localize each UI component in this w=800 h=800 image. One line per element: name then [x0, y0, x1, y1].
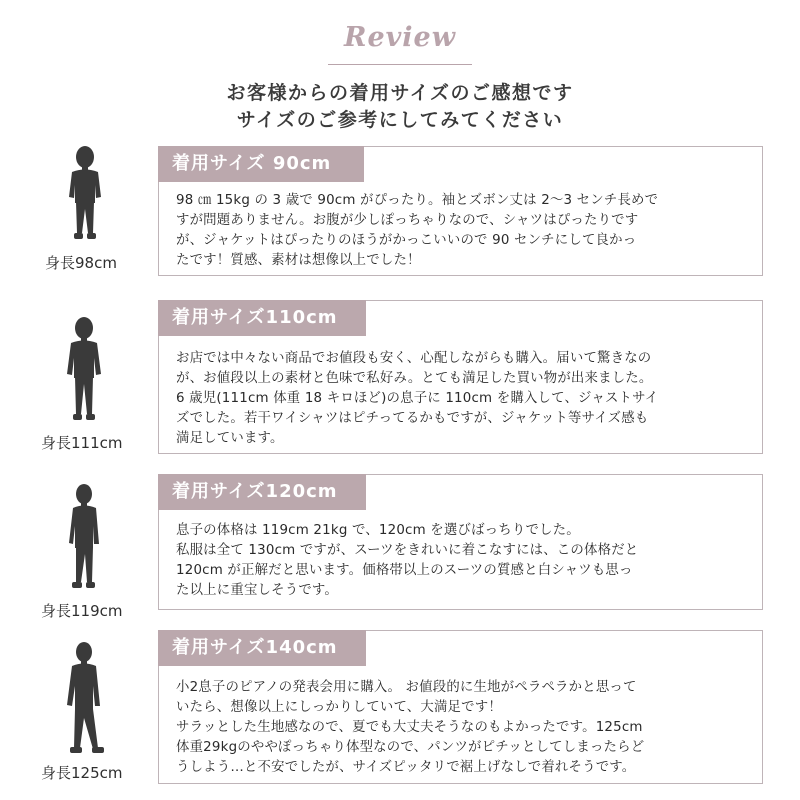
- child-silhouette-icon: [62, 316, 106, 426]
- review-card: [158, 474, 763, 610]
- review-line: 98 ㎝ 15kg の 3 歳で 90cm がぴったり。袖とズボン丈は 2～3 センチ長めで: [176, 193, 659, 208]
- review-card: [158, 630, 763, 784]
- height-label: 身長119cm: [41, 602, 123, 620]
- review-line: 息子の体格は 119cm 21kg で、120cm を選びばっちりでした。: [176, 523, 580, 538]
- child-silhouette-icon: [64, 145, 106, 245]
- review-line: 私服は全て 130cm ですが、スーツをきれいに着こなすには、この体格だと: [176, 543, 639, 558]
- review-card: [158, 146, 763, 276]
- review-line: サラッとした生地感なので、夏でも大丈夫そうなのもよかったです。125cm: [176, 720, 643, 735]
- intro-line-1: お客様からの着用サイズのご感想です: [226, 82, 574, 104]
- height-label: 身長98cm: [45, 254, 117, 272]
- review-line: 小2息子のピアノの発表会用に購入。 お値段的に生地がペラペラかと思って: [176, 680, 637, 695]
- review-line: た以上に重宝しそうです。: [176, 583, 339, 598]
- height-label: 身長111cm: [41, 434, 123, 452]
- review-line: 満足しています。: [176, 431, 284, 446]
- review-line: ズでした。若干ワイシャツはピチってるかもですが、ジャケット等サイズ感も: [176, 411, 649, 426]
- size-tag: 着用サイズ110cm: [158, 300, 366, 336]
- size-tag: 着用サイズ 90cm: [158, 146, 364, 182]
- review-line: 体重29kgのややぽっちゃり体型なので、パンツがピチッとしてしまったらど: [176, 740, 645, 755]
- child-silhouette-icon: [58, 640, 114, 762]
- height-label: 身長125cm: [41, 764, 123, 782]
- size-tag: 着用サイズ120cm: [158, 474, 366, 510]
- review-card: [158, 300, 763, 454]
- review-title: Review: [344, 22, 456, 53]
- review-text: [176, 521, 750, 601]
- review-line: 6 歳児(111cm 体重 18 キロほど)の息子に 110cm を購入して、ジャストサイ: [176, 391, 659, 406]
- child-silhouette-icon: [64, 482, 106, 594]
- review-line: お店では中々ない商品でお値段も安く、心配しながらも購入。届いて驚きなの: [176, 351, 652, 366]
- review-line: すが問題ありません。お腹が少しぽっちゃりなので、シャツはぴったりです: [176, 213, 639, 228]
- review-line: たです！質感、素材は想像以上でした！: [176, 253, 421, 268]
- review-line: いたら、想像以上にしっかりしていて、大満足です！: [176, 700, 502, 715]
- review-line: が、お値段以上の素材と色味で私好み。とても満足した買い物が出来ました。: [176, 371, 653, 386]
- review-line: 120cm が正解だと思います。価格帯以上のスーツの質感と白シャツも思っ: [176, 563, 633, 578]
- review-line: が、ジャケットはぴったりのほうがかっこいいので 90 センチにして良かっ: [176, 233, 637, 248]
- review-line: うしよう…と不安でしたが、サイズピッタリで裾上げなしで着れそうです。: [176, 760, 636, 775]
- review-text: [176, 349, 750, 449]
- review-text: [176, 191, 750, 271]
- intro-line-2: サイズのご参考にしてみてください: [236, 109, 564, 131]
- title-divider: [328, 64, 472, 65]
- review-text: [176, 678, 750, 778]
- size-tag: 着用サイズ140cm: [158, 630, 366, 666]
